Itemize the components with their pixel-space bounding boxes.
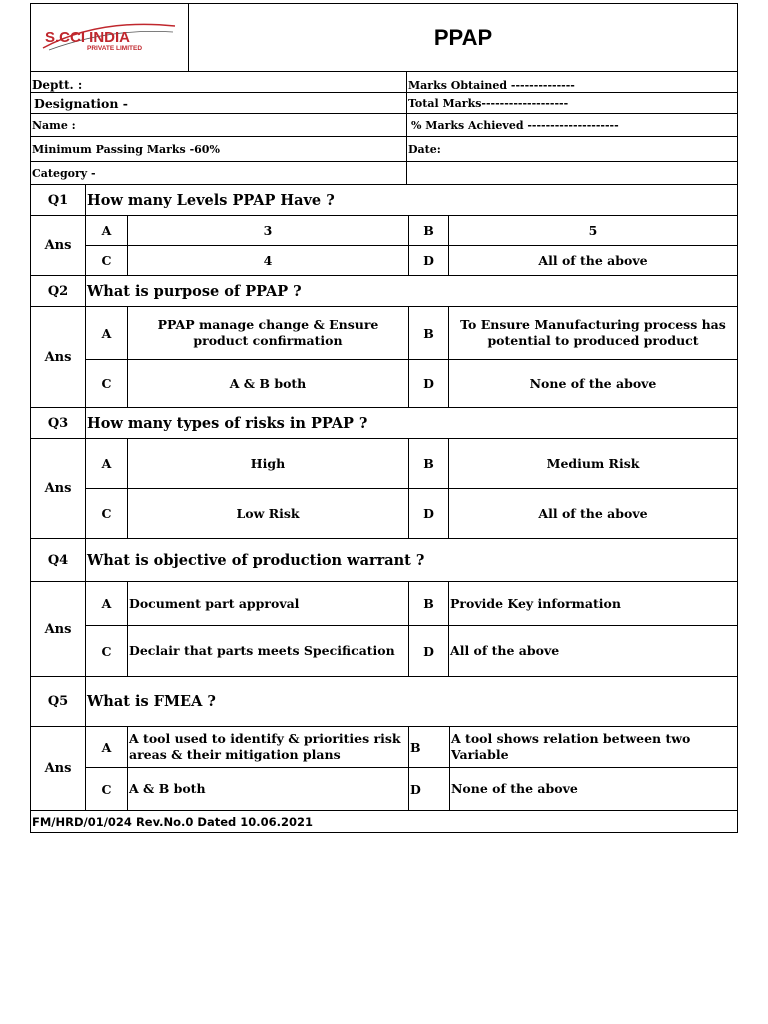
svg-text:S.CCI INDIA: S.CCI INDIA — [45, 29, 131, 46]
option-text: To Ensure Manufacturing process has potential to produced product — [460, 317, 726, 348]
option-letter: C — [86, 768, 128, 810]
percent-achieved-label: % Marks Achieved -------------------- — [411, 118, 619, 132]
option-letter: B — [409, 727, 450, 767]
question-number: Q4 — [31, 539, 86, 581]
option-text: PPAP manage change & Ensure product confirmation — [128, 307, 409, 359]
option-letter: B — [409, 439, 449, 488]
option-letter: B — [409, 216, 449, 245]
option-letter: A — [86, 216, 128, 245]
question-row-q2 — [30, 276, 738, 307]
question-text: What is objective of production warrant ? — [87, 551, 425, 569]
option-letter: C — [86, 489, 128, 538]
category-label: Category - — [31, 162, 407, 184]
option-letter: C — [86, 360, 128, 407]
answer-block-q4 — [30, 582, 738, 677]
option-row — [86, 489, 737, 538]
option-letter: A — [86, 307, 128, 359]
info-row-designation — [31, 93, 737, 114]
option-letter: C — [86, 246, 128, 275]
option-text: A & B both — [128, 360, 409, 407]
form-header — [30, 3, 738, 72]
option-text: Declair that parts meets Specification — [128, 626, 409, 676]
designation-label: Designation - — [31, 93, 407, 113]
option-text: A tool shows relation between two Variable — [451, 731, 691, 762]
category-blank — [407, 162, 737, 184]
option-letter: A — [86, 439, 128, 488]
option-text: Low Risk — [128, 489, 409, 538]
option-row — [86, 768, 737, 810]
option-row — [86, 246, 737, 275]
ans-label: Ans — [31, 216, 86, 275]
option-row — [86, 439, 737, 489]
option-letter: A — [86, 727, 128, 767]
option-letter: D — [409, 489, 449, 538]
option-letter: B — [409, 582, 449, 625]
question-text: What is purpose of PPAP ? — [87, 282, 302, 300]
option-letter: D — [409, 360, 449, 407]
dept-label: Deptt. : — [31, 72, 407, 92]
total-marks-label: Total Marks------------------- — [408, 96, 569, 110]
question-text: How many types of risks in PPAP ? — [87, 414, 368, 432]
info-row-dept — [31, 72, 737, 93]
option-text: Document part approval — [128, 582, 409, 625]
ans-label: Ans — [31, 582, 86, 676]
info-row-name — [31, 114, 737, 137]
question-row-q5 — [30, 677, 738, 727]
option-text: Provide Key information — [450, 595, 621, 611]
question-number: Q3 — [31, 408, 86, 438]
option-text: All of the above — [450, 643, 560, 658]
question-row-q1 — [30, 185, 738, 216]
question-number: Q1 — [31, 185, 86, 215]
date-label: Date: — [408, 142, 441, 156]
option-letter: B — [409, 307, 449, 359]
answer-block-q3 — [30, 439, 738, 539]
option-text: None of the above — [451, 781, 578, 796]
min-passing-label: Minimum Passing Marks -60% — [31, 137, 407, 161]
logo-graphic — [39, 20, 179, 54]
option-text: All of the above — [538, 505, 648, 521]
answer-block-q2 — [30, 307, 738, 408]
question-text: How many Levels PPAP Have ? — [87, 191, 335, 209]
option-letter: D — [409, 768, 450, 810]
question-number: Q2 — [31, 276, 86, 306]
option-row — [86, 360, 737, 407]
option-row — [86, 626, 737, 676]
name-label: Name : — [31, 114, 407, 136]
option-letter: D — [409, 626, 449, 676]
info-row-category — [31, 162, 737, 185]
option-text: 5 — [588, 222, 598, 238]
option-text: Medium Risk — [546, 455, 640, 471]
ans-label: Ans — [31, 727, 86, 810]
option-row — [86, 727, 737, 768]
answer-block-q5 — [30, 727, 738, 811]
candidate-info — [30, 72, 738, 185]
option-row — [86, 216, 737, 246]
question-number: Q5 — [31, 677, 86, 726]
option-letter: A — [86, 582, 128, 625]
option-text: A tool used to identify & priorities risk areas & their mitigation plans — [128, 727, 409, 767]
option-text: 4 — [128, 246, 409, 275]
company-logo — [31, 4, 189, 71]
option-letter: D — [409, 246, 449, 275]
ans-label: Ans — [31, 439, 86, 538]
info-row-passing — [31, 137, 737, 162]
question-row-q4 — [30, 539, 738, 582]
title-cell — [189, 4, 737, 71]
svg-text:PRIVATE LIMITED: PRIVATE LIMITED — [87, 45, 143, 52]
option-text: None of the above — [529, 375, 657, 391]
question-row-q3 — [30, 408, 738, 439]
question-text: What is FMEA ? — [87, 693, 216, 710]
option-letter: C — [86, 626, 128, 676]
option-text: High — [128, 439, 409, 488]
ans-label: Ans — [31, 307, 86, 407]
option-row — [86, 307, 737, 360]
option-row — [86, 582, 737, 626]
document-reference: FM/HRD/01/024 Rev.No.0 Dated 10.06.2021 — [30, 811, 738, 833]
marks-obtained-label: Marks Obtained -------------- — [408, 79, 575, 92]
page-title: PPAP — [433, 24, 493, 50]
ppap-form — [30, 3, 738, 833]
option-text: 3 — [128, 216, 409, 245]
option-text: A & B both — [128, 768, 409, 810]
answer-block-q1 — [30, 216, 738, 276]
option-text: All of the above — [538, 252, 648, 268]
